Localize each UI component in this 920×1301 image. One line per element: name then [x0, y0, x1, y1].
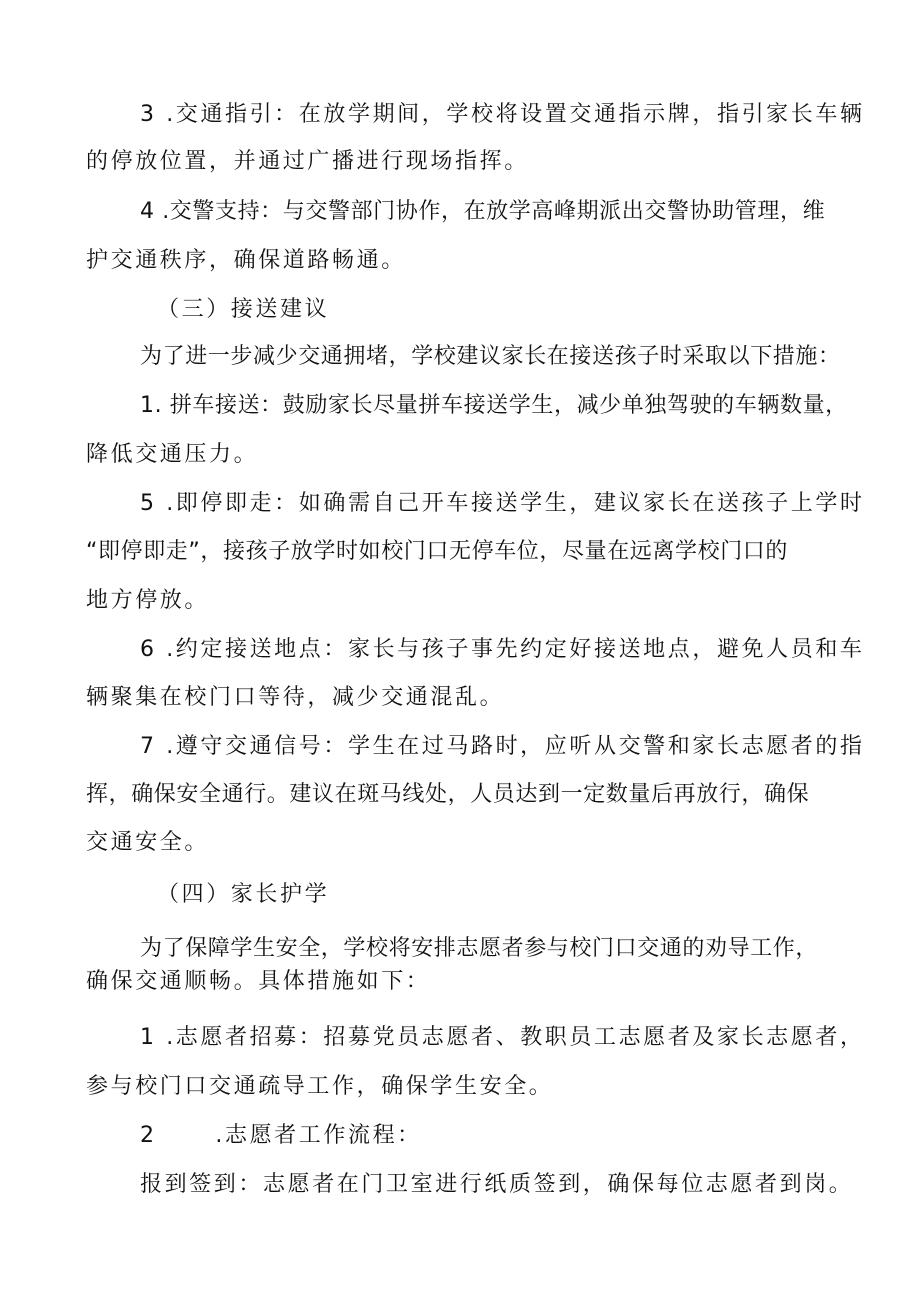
section-heading: （三）接送建议 [157, 297, 330, 322]
paragraph-line: 3 .交通指引：在放学期间，学校将设置交通指示牌，指引家长车辆 [140, 102, 865, 127]
paragraph-line: 挥，确保安全通行。建议在斑马线处，人员达到一定数量后再放行，确保 [86, 782, 810, 807]
paragraph-line: 确保交通顺畅。具体措施如下： [86, 969, 431, 994]
paragraph-line: 辆聚集在校门口等待，减少交通混乱。 [86, 685, 505, 710]
paragraph-line: 5 .即停即走：如确需自己开车接送学生，建议家长在送孩子上学时 [140, 491, 865, 516]
paragraph-line: 参与校门口交通疏导工作，确保学生安全。 [86, 1074, 554, 1099]
paragraph-line: 7 .遵守交通信号：学生在过马路时，应听从交警和家长志愿者的指 [140, 734, 865, 759]
paragraph-line: “即停即走”，接孩子放学时如校门口无停车位，尽量在远离学校门口的 [86, 539, 788, 564]
paragraph-line: 的停放位置，并通过广播进行现场指挥。 [86, 149, 529, 174]
paragraph-line: 为了进一步减少交通拥堵，学校建议家长在接送孩子时采取以下措施： [140, 344, 841, 369]
paragraph-line: 1 .志愿者招募：招募党员志愿者、教职员工志愿者及家长志愿者， [140, 1025, 865, 1050]
paragraph-line: 交通安全。 [86, 830, 210, 855]
paragraph-line: 护交通秩序，确保道路畅通。 [86, 248, 406, 273]
paragraph-line: 2 .志愿者工作流程： [140, 1123, 422, 1148]
paragraph-line: 1. 拼车接送：鼓励家长尽量拼车接送学生，减少单独驾驶的车辆数量， [140, 393, 848, 418]
paragraph-line: 6 .约定接送地点：家长与孩子事先约定好接送地点，避免人员和车 [140, 637, 865, 662]
paragraph-line: 报到签到：志愿者在门卫室进行纸质签到，确保每位志愿者到岗。 [140, 1172, 854, 1197]
paragraph-line: 4 .交警支持：与交警部门协作，在放学高峰期派出交警协助管理，维 [140, 199, 826, 224]
paragraph-line: 为了保障学生安全，学校将安排志愿者参与校门口交通的劝导工作， [140, 936, 819, 961]
section-heading: （四）家长护学 [157, 882, 330, 907]
paragraph-line: 降低交通压力。 [86, 442, 259, 467]
paragraph-line: 地方停放。 [86, 588, 210, 613]
